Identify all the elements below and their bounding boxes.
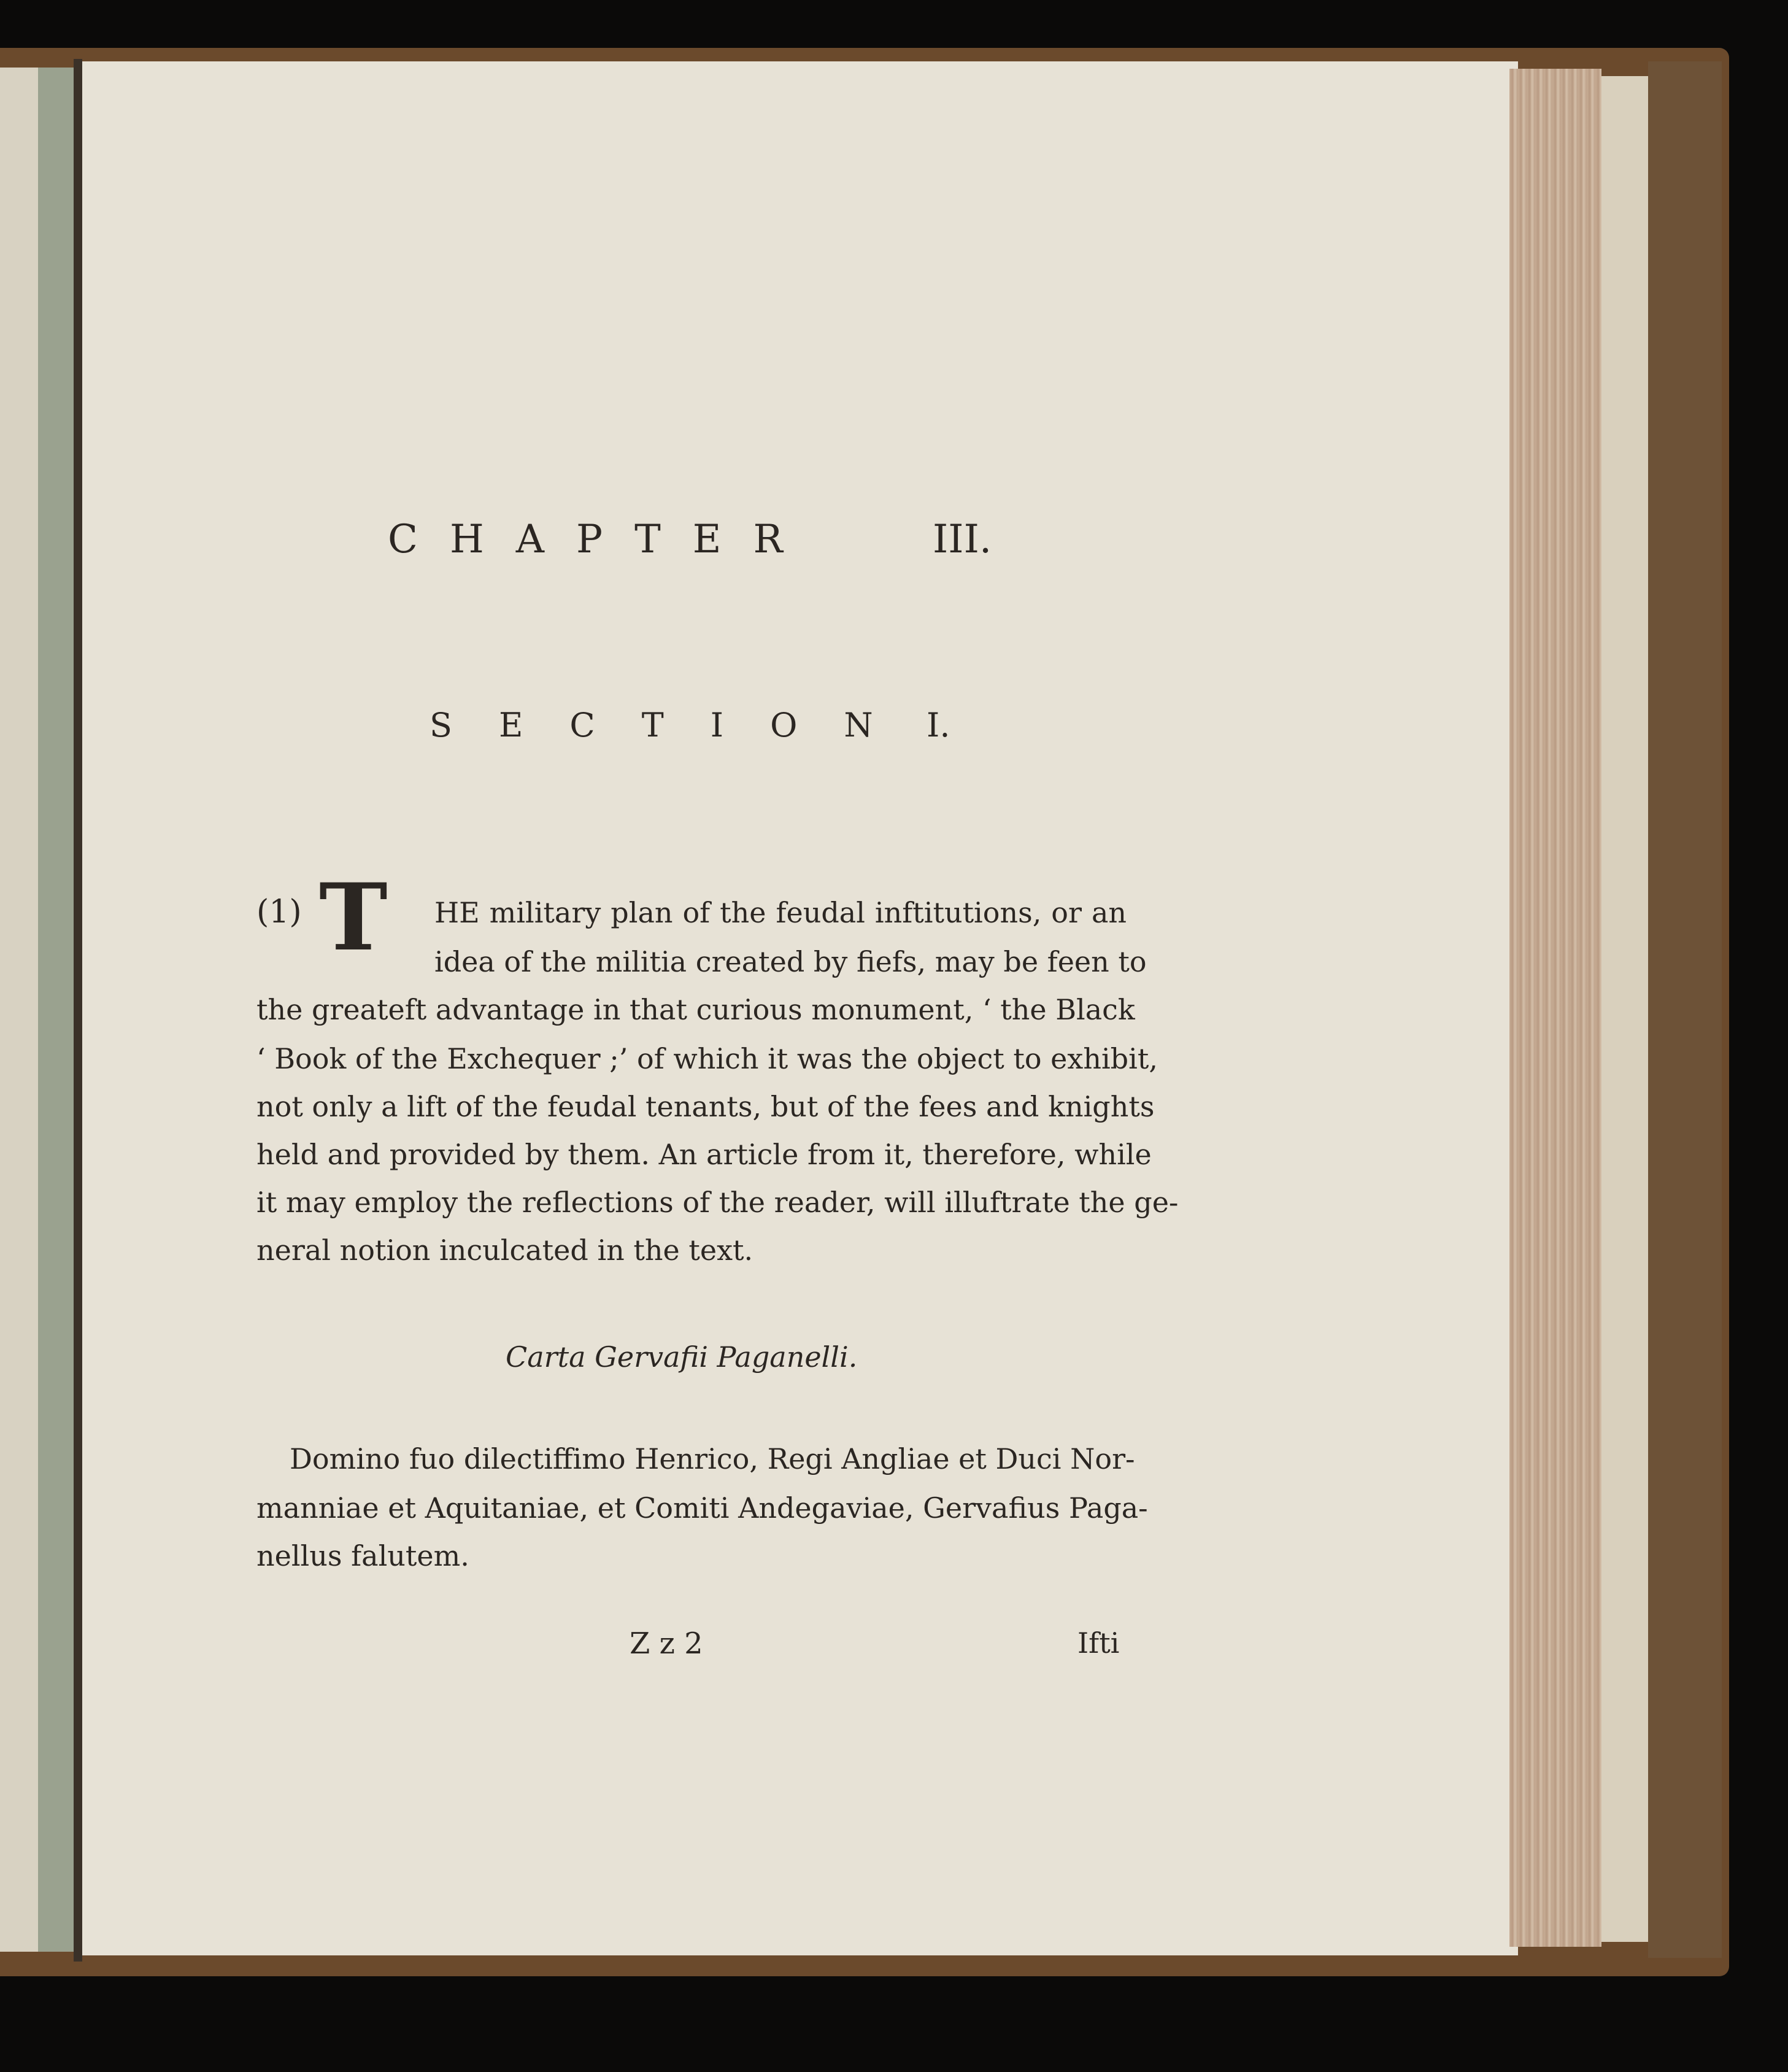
charter-line: Domino fuo dilectiffimo Henrico, Regi Angliae et Duci Nor- bbox=[290, 1442, 1135, 1475]
note-line: idea of the militia created by fiefs, may be feen to bbox=[434, 945, 1147, 978]
note-line: neral notion inculcated in the text. bbox=[256, 1234, 753, 1267]
note-line: held and provided by them. An article from it, therefore, while bbox=[256, 1138, 1152, 1171]
catchword: Ifti bbox=[1077, 1626, 1120, 1660]
note-marker: (1) bbox=[256, 894, 302, 930]
note-line: HE military plan of the feudal inftitutions, or an bbox=[434, 896, 1127, 929]
book-gutter bbox=[74, 59, 82, 1962]
charter-line: manniae et Aquitaniae, et Comiti Andegaviae, Gervafius Paga- bbox=[256, 1491, 1148, 1525]
page-edges-inner bbox=[1601, 76, 1648, 1942]
chapter-number: III. bbox=[933, 517, 992, 562]
chapter-heading: CHAPTER bbox=[388, 517, 815, 562]
back-cover-board bbox=[1648, 61, 1722, 1958]
note-line: it may employ the reflections of the reader, will illuftrate the ge- bbox=[256, 1186, 1179, 1219]
note-line: not only a lift of the feudal tenants, but of the fees and knights bbox=[256, 1090, 1155, 1123]
drop-cap: T bbox=[319, 864, 388, 972]
charter-title: Carta Gervafii Paganelli. bbox=[506, 1340, 858, 1374]
section-number: I. bbox=[927, 706, 950, 744]
left-page-edge bbox=[38, 68, 74, 1952]
left-facing-page bbox=[0, 68, 38, 1952]
section-heading: SECTION bbox=[430, 706, 920, 744]
note-line: ‘ Book of the Exchequer ;’ of which it was the object to exhibit, bbox=[256, 1042, 1158, 1075]
note-line: the greateft advantage in that curious monument, ‘ the Black bbox=[256, 993, 1135, 1026]
charter-line: nellus falutem. bbox=[256, 1539, 469, 1572]
page-edges bbox=[1509, 69, 1601, 1947]
signature-mark: Z z 2 bbox=[630, 1626, 703, 1661]
